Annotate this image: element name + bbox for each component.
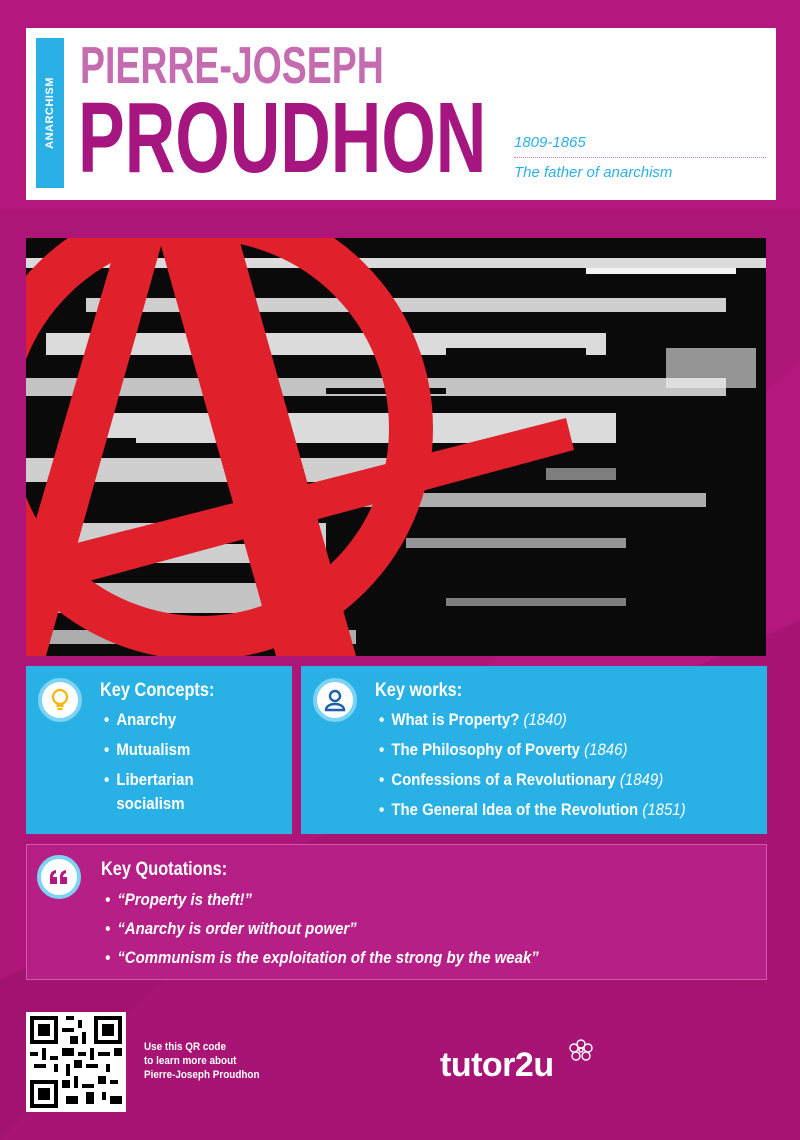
quote-icon <box>37 855 81 899</box>
divider <box>514 157 766 158</box>
list-item: • Anarchy <box>104 708 194 732</box>
list-item: • Libertarian <box>104 768 194 792</box>
qr-caption <box>144 1040 324 1082</box>
work-year: (1846) <box>584 740 628 759</box>
qr-code[interactable] <box>26 1012 126 1112</box>
title-header <box>26 28 776 200</box>
key-quotations-list <box>105 885 598 972</box>
qr-caption-line: Pierre-Joseph Proudhon <box>144 1069 260 1081</box>
work-title: Confessions of a Revolutionary <box>391 770 616 789</box>
list-item: • “Anarchy is order without power” <box>105 914 539 943</box>
list-item <box>379 738 686 762</box>
qr-caption-line: to learn more about <box>144 1055 237 1067</box>
work-title: What is Property? <box>391 710 520 729</box>
key-concepts-title: Key Concepts: <box>100 680 215 701</box>
last-name: PROUDHON <box>78 82 487 194</box>
qr-caption-line: Use this QR code <box>144 1041 226 1053</box>
key-works-title: Key works: <box>375 680 463 701</box>
work-title: The General Idea of the Revolution <box>391 800 639 819</box>
lightbulb-icon <box>38 678 82 722</box>
key-concepts-list <box>104 708 206 816</box>
list-item <box>379 768 686 792</box>
list-item <box>379 798 686 822</box>
category-label: ANARCHISM <box>44 77 56 149</box>
key-works-list <box>379 708 727 822</box>
life-dates: 1809-1865 <box>514 134 586 151</box>
list-item-continued: socialism <box>116 794 185 813</box>
list-item: • “Communism is the exploitation of the strong by the weak” <box>105 943 539 972</box>
list-item <box>379 708 686 732</box>
key-concepts-card <box>26 666 292 834</box>
list-item: • Mutualism <box>104 738 194 762</box>
tutor2u-logo[interactable]: tutor2u <box>440 1046 554 1084</box>
category-tab <box>36 38 64 188</box>
anarchy-symbol-icon <box>26 238 766 656</box>
work-title: The Philosophy of Poverty <box>391 740 581 759</box>
key-quotations-title: Key Quotations: <box>101 859 228 880</box>
flower-icon <box>566 1036 596 1066</box>
list-item: • “Property is theft!” <box>105 885 539 914</box>
key-works-card <box>301 666 767 834</box>
work-year: (1851) <box>642 800 686 819</box>
person-icon <box>313 678 357 722</box>
first-name: PIERRE-JOSEPH <box>80 37 384 95</box>
work-year: (1849) <box>619 770 664 789</box>
key-quotations-card <box>26 844 767 980</box>
anarchy-symbol-image <box>26 238 766 656</box>
tagline: The father of anarchism <box>514 164 673 181</box>
work-year: (1840) <box>523 710 567 729</box>
